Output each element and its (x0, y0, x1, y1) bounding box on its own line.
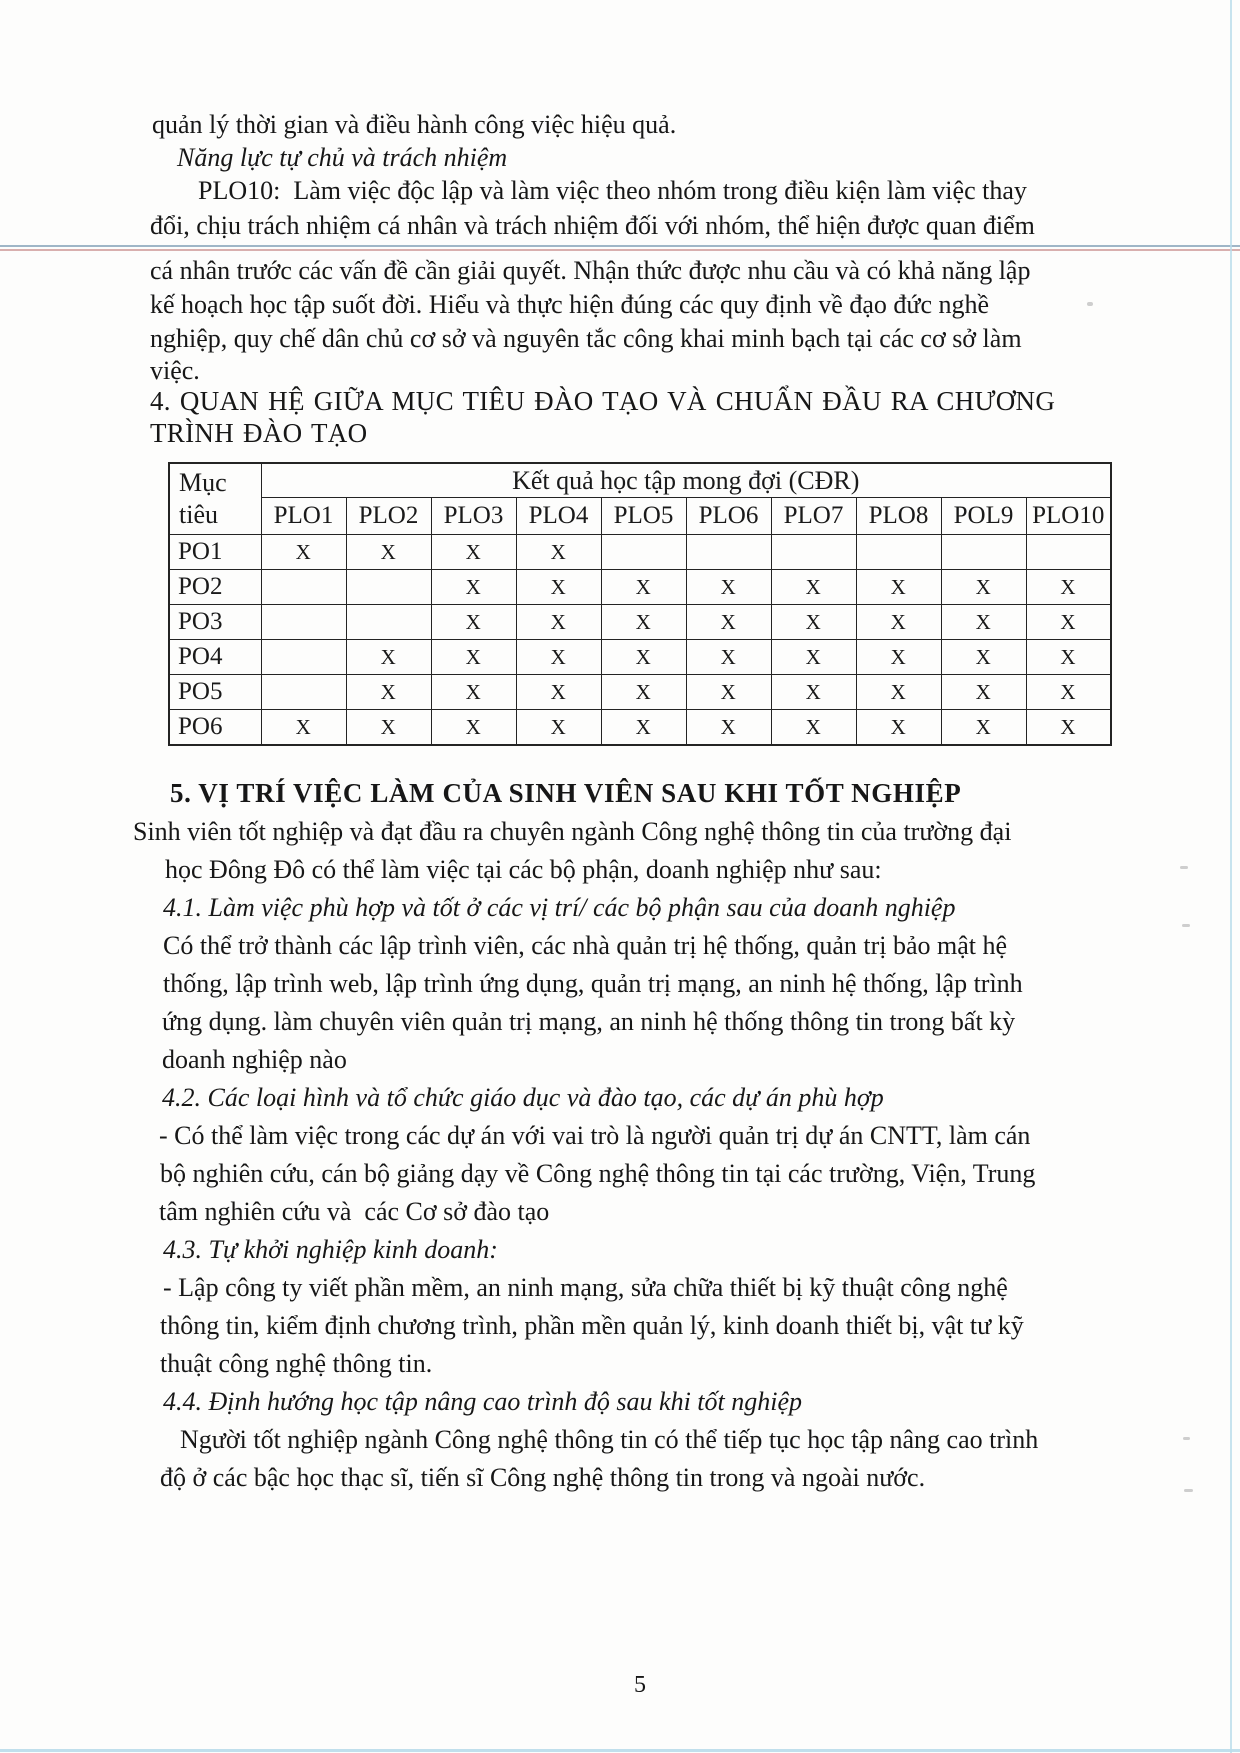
text-line: - Có thể làm việc trong các dự án với vai trò là người quản trị dự án CNTT, làm cán (159, 1121, 1031, 1150)
matrix-cell: X (856, 710, 941, 746)
scan-edge-line-right (1230, 0, 1232, 1753)
matrix-cell (261, 605, 346, 640)
col-header-plo2: PLO2 (346, 498, 431, 535)
row-label-po2: PO2 (169, 570, 261, 605)
text-line: thuật công nghệ thông tin. (160, 1349, 433, 1378)
matrix-cell: X (1026, 605, 1111, 640)
row-label-po5: PO5 (169, 675, 261, 710)
matrix-cell (261, 570, 346, 605)
table-row (169, 570, 1111, 605)
matrix-cell: X (431, 570, 516, 605)
text-line: độ ở các bậc học thạc sĩ, tiến sĩ Công nghệ thông tin trong và ngoài nước. (160, 1463, 926, 1492)
matrix-cell: X (601, 640, 686, 675)
table-row (169, 605, 1111, 640)
row-label-po3: PO3 (169, 605, 261, 640)
text-line: thống, lập trình web, lập trình ứng dụng, quản trị mạng, an ninh hệ thống, lập trình (163, 969, 1023, 998)
matrix-cell: X (686, 675, 771, 710)
matrix-cell (771, 535, 856, 570)
scan-speck (1184, 1489, 1193, 1492)
matrix-cell (856, 535, 941, 570)
matrix-cell: X (431, 535, 516, 570)
section5-heading: 5. VỊ TRÍ VIỆC LÀM CỦA SINH VIÊN SAU KHI TỐT NGHIỆP (170, 778, 962, 808)
col-header-plo3: PLO3 (431, 498, 516, 535)
table-row (169, 640, 1111, 675)
corner-line2: tiêu (179, 500, 218, 529)
table-row (169, 710, 1111, 746)
matrix-cell (686, 535, 771, 570)
matrix-cell: X (431, 605, 516, 640)
col-header-plo10: PLO10 (1026, 498, 1111, 535)
matrix-cell: X (601, 710, 686, 746)
col-header-plo5: PLO5 (601, 498, 686, 535)
matrix-cell: X (771, 570, 856, 605)
text-line: việc. (150, 356, 200, 385)
text-line: doanh nghiệp nào (162, 1045, 347, 1074)
text-line: quản lý thời gian và điều hành công việc hiệu quả. (152, 110, 677, 139)
col-header-plo7: PLO7 (771, 498, 856, 535)
matrix-cell: X (856, 675, 941, 710)
matrix-cell: X (686, 570, 771, 605)
matrix-cell: X (516, 640, 601, 675)
text-line: PLO10: Làm việc độc lập và làm việc theo nhóm trong điều kiện làm việc thay (198, 176, 1027, 205)
text-line-italic: 4.4. Định hướng học tập nâng cao trình độ sau khi tốt nghiệp (163, 1387, 803, 1416)
matrix-cell: X (1026, 710, 1111, 746)
text-line-italic: 4.3. Tự khởi nghiệp kinh doanh: (163, 1235, 498, 1264)
table-row (169, 535, 1111, 570)
matrix-cell: X (941, 640, 1026, 675)
row-label-po4: PO4 (169, 640, 261, 675)
matrix-cell: X (601, 570, 686, 605)
scan-horizontal-line-red (0, 249, 1240, 251)
scan-speck (1180, 866, 1188, 869)
matrix-cell: X (856, 570, 941, 605)
table-row (169, 675, 1111, 710)
matrix-cell: X (856, 640, 941, 675)
matrix-cell: X (346, 535, 431, 570)
matrix-span-header: Kết quả học tập mong đợi (CĐR) (261, 463, 1111, 498)
matrix-cell: X (346, 675, 431, 710)
matrix-corner-cell (169, 463, 261, 535)
page-number: 5 (634, 1672, 646, 1698)
matrix-cell: X (261, 710, 346, 746)
section4-heading-line2: TRÌNH ĐÀO TẠO (150, 418, 368, 448)
text-line: thông tin, kiểm định chương trình, phần mền quản lý, kinh doanh thiết bị, vật tư kỹ (160, 1311, 1024, 1340)
matrix-cell (261, 640, 346, 675)
text-line: ứng dụng. làm chuyên viên quản trị mạng, an ninh hệ thống thông tin trong bất kỳ (162, 1007, 1016, 1036)
matrix-cell: X (941, 675, 1026, 710)
text-line: tâm nghiên cứu và các Cơ sở đào tạo (159, 1197, 550, 1226)
matrix-cell: X (261, 535, 346, 570)
matrix-cell: X (771, 675, 856, 710)
text-line: bộ nghiên cứu, cán bộ giảng dạy về Công nghệ thông tin tại các trường, Viện, Trung (160, 1159, 1036, 1188)
matrix-cell (601, 535, 686, 570)
matrix-cell (1026, 535, 1111, 570)
text-line: Sinh viên tốt nghiệp và đạt đầu ra chuyên ngành Công nghệ thông tin của trường đại (133, 817, 1012, 846)
text-line: học Đông Đô có thể làm việc tại các bộ phận, doanh nghiệp như sau: (165, 855, 882, 884)
col-header-plo4: PLO4 (516, 498, 601, 535)
col-header-plo6: PLO6 (686, 498, 771, 535)
matrix-cell: X (516, 570, 601, 605)
col-header-pol9: POL9 (941, 498, 1026, 535)
corner-line1: Mục (179, 468, 227, 497)
text-line: - Lập công ty viết phần mềm, an ninh mạng, sửa chữa thiết bị kỹ thuật công nghệ (163, 1273, 1008, 1302)
col-header-plo8: PLO8 (856, 498, 941, 535)
text-line-italic: 4.1. Làm việc phù hợp và tốt ở các vị trí/ các bộ phận sau của doanh nghiệp (163, 893, 956, 922)
matrix-cell (346, 605, 431, 640)
scan-edge-line-bottom (0, 1749, 1240, 1752)
matrix-cell: X (686, 640, 771, 675)
matrix-cell: X (516, 675, 601, 710)
scan-speck (1087, 302, 1093, 306)
matrix-cell: X (431, 675, 516, 710)
matrix-cell: X (516, 710, 601, 746)
matrix-cell: X (941, 605, 1026, 640)
matrix-cell: X (516, 535, 601, 570)
text-line: kế hoạch học tập suốt đời. Hiểu và thực hiện đúng các quy định về đạo đức nghề (150, 290, 990, 319)
matrix-cell: X (941, 710, 1026, 746)
text-line-italic: 4.2. Các loại hình và tổ chức giáo dục và đào tạo, các dự án phù hợp (162, 1083, 884, 1112)
row-label-po1: PO1 (169, 535, 261, 570)
matrix-header-row (169, 498, 1111, 535)
matrix-cell: X (941, 570, 1026, 605)
matrix-cell (941, 535, 1026, 570)
matrix-cell: X (601, 675, 686, 710)
col-header-plo1: PLO1 (261, 498, 346, 535)
matrix-cell: X (1026, 570, 1111, 605)
row-label-po6: PO6 (169, 710, 261, 746)
matrix-cell: X (771, 710, 856, 746)
matrix-cell: X (431, 640, 516, 675)
matrix-cell: X (686, 710, 771, 746)
text-line: nghiệp, quy chế dân chủ cơ sở và nguyên tắc công khai minh bạch tại các cơ sở làm (150, 324, 1022, 353)
matrix-cell: X (1026, 640, 1111, 675)
matrix-cell: X (771, 605, 856, 640)
matrix-cell: X (346, 640, 431, 675)
text-line-italic: Năng lực tự chủ và trách nhiệm (177, 143, 508, 172)
text-line: đổi, chịu trách nhiệm cá nhân và trách nhiệm đối với nhóm, thể hiện được quan điểm (150, 211, 1035, 240)
section4-heading-line1: 4. QUAN HỆ GIỮA MỤC TIÊU ĐÀO TẠO VÀ CHUẨN ĐẦU RA CHƯƠNG (150, 386, 1056, 416)
text-line: Người tốt nghiệp ngành Công nghệ thông tin có thể tiếp tục học tập nâng cao trình (180, 1425, 1039, 1454)
matrix-cell: X (686, 605, 771, 640)
matrix-cell: X (346, 710, 431, 746)
scan-speck (1183, 1437, 1190, 1440)
text-line: Có thể trở thành các lập trình viên, các nhà quản trị hệ thống, quản trị bảo mật hệ (163, 931, 1008, 960)
matrix-cell: X (431, 710, 516, 746)
matrix-cell: X (856, 605, 941, 640)
matrix-cell (346, 570, 431, 605)
matrix-cell: X (771, 640, 856, 675)
scan-horizontal-line-blue (0, 245, 1240, 247)
matrix-cell: X (516, 605, 601, 640)
matrix-cell: X (1026, 675, 1111, 710)
po-plo-matrix-table (168, 462, 1112, 746)
text-line: cá nhân trước các vấn đề cần giải quyết. Nhận thức được nhu cầu và có khả năng lập (150, 256, 1031, 285)
matrix-cell: X (601, 605, 686, 640)
scan-speck (1182, 924, 1190, 927)
matrix-cell (261, 675, 346, 710)
